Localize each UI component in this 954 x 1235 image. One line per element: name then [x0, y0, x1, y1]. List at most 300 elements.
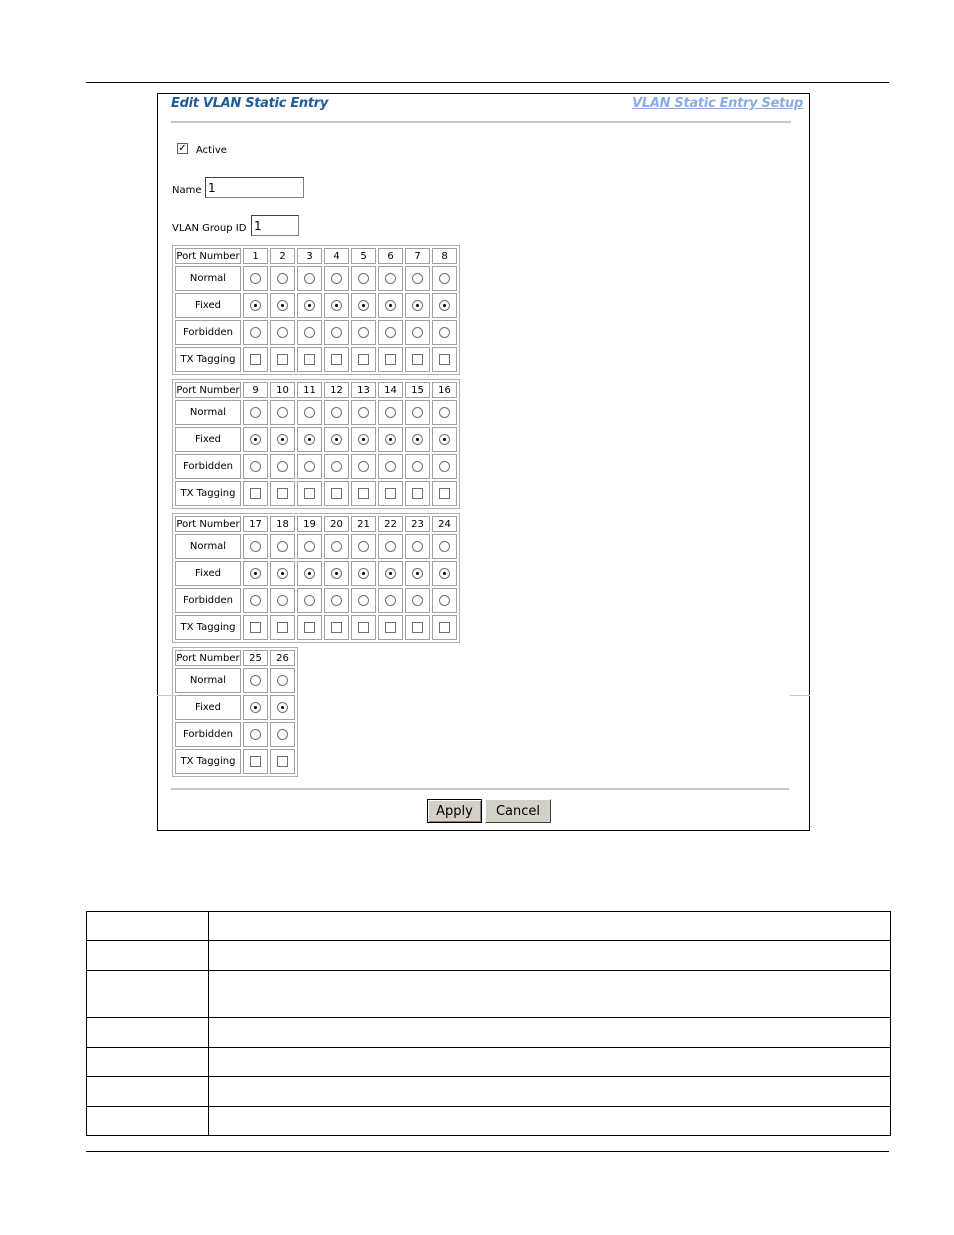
fixed-cell-11 [297, 427, 322, 452]
row-label-tx-tagging: TX Tagging [175, 749, 241, 774]
port-number-21: 21 [351, 516, 376, 532]
row-label-fixed: Fixed [175, 427, 241, 452]
forbidden-radio-1[interactable] [250, 327, 261, 338]
normal-radio-24[interactable] [439, 541, 450, 552]
tx-tagging-checkbox-4[interactable] [331, 354, 342, 365]
port-number-9: 9 [243, 382, 268, 398]
port-row-forbidden [175, 320, 457, 345]
port-row-fixed [175, 695, 295, 720]
normal-radio-8[interactable] [439, 273, 450, 284]
desc-row [87, 971, 891, 1018]
forbidden-radio-11[interactable] [304, 461, 315, 472]
desc-text-cell [209, 941, 891, 971]
fixed-cell-12 [324, 427, 349, 452]
fixed-cell-8 [432, 293, 457, 318]
port-number-11: 11 [297, 382, 322, 398]
tx-tagging-cell-17 [243, 615, 268, 640]
port-table-4 [172, 647, 298, 777]
tx-tagging-checkbox-18[interactable] [277, 622, 288, 633]
normal-cell-26 [270, 668, 295, 693]
port-table-3 [172, 513, 460, 643]
forbidden-radio-18[interactable] [277, 595, 288, 606]
tx-tagging-checkbox-14[interactable] [385, 488, 396, 499]
right-edge-mark [790, 695, 810, 696]
row-label-port-number: Port Number [175, 382, 241, 398]
fixed-radio-18[interactable] [277, 568, 288, 579]
tx-tagging-checkbox-2[interactable] [277, 354, 288, 365]
port-number-18: 18 [270, 516, 295, 532]
forbidden-cell-17 [243, 588, 268, 613]
port-row-port-number [175, 516, 457, 532]
port-number-22: 22 [378, 516, 403, 532]
forbidden-radio-24[interactable] [439, 595, 450, 606]
tx-tagging-checkbox-6[interactable] [385, 354, 396, 365]
forbidden-cell-11 [297, 454, 322, 479]
forbidden-cell-5 [351, 320, 376, 345]
left-edge-mark [157, 695, 177, 696]
normal-radio-4[interactable] [331, 273, 342, 284]
tx-tagging-checkbox-20[interactable] [331, 622, 342, 633]
tx-tagging-checkbox-1[interactable] [250, 354, 261, 365]
active-checkbox[interactable] [177, 143, 188, 154]
forbidden-cell-7 [405, 320, 430, 345]
fixed-radio-6[interactable] [385, 300, 396, 311]
desc-label-cell [87, 912, 209, 941]
forbidden-cell-14 [378, 454, 403, 479]
tx-tagging-cell-21 [351, 615, 376, 640]
normal-radio-17[interactable] [250, 541, 261, 552]
row-label-forbidden: Forbidden [175, 320, 241, 345]
forbidden-cell-10 [270, 454, 295, 479]
desc-row [87, 1077, 891, 1107]
normal-radio-11[interactable] [304, 407, 315, 418]
normal-cell-9 [243, 400, 268, 425]
desc-label-cell [87, 1077, 209, 1107]
description-table [86, 911, 891, 1136]
fixed-radio-21[interactable] [358, 568, 369, 579]
forbidden-cell-9 [243, 454, 268, 479]
fixed-radio-1[interactable] [250, 300, 261, 311]
port-number-13: 13 [351, 382, 376, 398]
forbidden-cell-25 [243, 722, 268, 747]
row-label-tx-tagging: TX Tagging [175, 481, 241, 506]
fixed-radio-23[interactable] [412, 568, 423, 579]
tx-tagging-checkbox-13[interactable] [358, 488, 369, 499]
port-number-26: 26 [270, 650, 295, 666]
normal-radio-12[interactable] [331, 407, 342, 418]
desc-text-cell [209, 912, 891, 941]
normal-cell-25 [243, 668, 268, 693]
forbidden-cell-2 [270, 320, 295, 345]
port-row-forbidden [175, 722, 295, 747]
forbidden-cell-22 [378, 588, 403, 613]
fixed-cell-21 [351, 561, 376, 586]
tx-tagging-cell-4 [324, 347, 349, 372]
fixed-radio-26[interactable] [277, 702, 288, 713]
port-row-forbidden [175, 454, 457, 479]
port-number-6: 6 [378, 248, 403, 264]
port-row-normal [175, 534, 457, 559]
fixed-radio-3[interactable] [304, 300, 315, 311]
fixed-radio-11[interactable] [304, 434, 315, 445]
tx-tagging-checkbox-3[interactable] [304, 354, 315, 365]
fixed-radio-16[interactable] [439, 434, 450, 445]
normal-radio-13[interactable] [358, 407, 369, 418]
fixed-cell-20 [324, 561, 349, 586]
row-label-forbidden: Forbidden [175, 722, 241, 747]
tx-tagging-cell-6 [378, 347, 403, 372]
forbidden-cell-4 [324, 320, 349, 345]
tx-tagging-checkbox-15[interactable] [412, 488, 423, 499]
port-row-normal [175, 400, 457, 425]
vlan-group-id-input[interactable] [251, 215, 299, 236]
tx-tagging-checkbox-5[interactable] [358, 354, 369, 365]
port-number-5: 5 [351, 248, 376, 264]
desc-row [87, 1018, 891, 1048]
port-number-20: 20 [324, 516, 349, 532]
normal-cell-17 [243, 534, 268, 559]
forbidden-radio-7[interactable] [412, 327, 423, 338]
normal-cell-13 [351, 400, 376, 425]
normal-radio-5[interactable] [358, 273, 369, 284]
normal-cell-23 [405, 534, 430, 559]
desc-label-cell [87, 1048, 209, 1077]
forbidden-cell-21 [351, 588, 376, 613]
normal-cell-16 [432, 400, 457, 425]
normal-cell-10 [270, 400, 295, 425]
fixed-radio-20[interactable] [331, 568, 342, 579]
desc-text-cell [209, 1107, 891, 1136]
forbidden-cell-20 [324, 588, 349, 613]
desc-text-cell [209, 1018, 891, 1048]
normal-cell-4 [324, 266, 349, 291]
fixed-cell-6 [378, 293, 403, 318]
fixed-cell-15 [405, 427, 430, 452]
forbidden-radio-9[interactable] [250, 461, 261, 472]
fixed-cell-1 [243, 293, 268, 318]
fixed-radio-17[interactable] [250, 568, 261, 579]
fixed-radio-25[interactable] [250, 702, 261, 713]
port-number-25: 25 [243, 650, 268, 666]
fixed-cell-25 [243, 695, 268, 720]
tx-tagging-cell-16 [432, 481, 457, 506]
normal-radio-23[interactable] [412, 541, 423, 552]
forbidden-radio-14[interactable] [385, 461, 396, 472]
forbidden-cell-13 [351, 454, 376, 479]
tx-tagging-checkbox-23[interactable] [412, 622, 423, 633]
fixed-radio-10[interactable] [277, 434, 288, 445]
normal-radio-10[interactable] [277, 407, 288, 418]
port-row-fixed [175, 293, 457, 318]
fixed-cell-18 [270, 561, 295, 586]
fixed-cell-9 [243, 427, 268, 452]
port-number-4: 4 [324, 248, 349, 264]
port-row-normal [175, 668, 295, 693]
normal-cell-8 [432, 266, 457, 291]
tx-tagging-checkbox-8[interactable] [439, 354, 450, 365]
fixed-radio-9[interactable] [250, 434, 261, 445]
vlan-group-id-label: VLAN Group ID [172, 223, 247, 234]
row-label-tx-tagging: TX Tagging [175, 615, 241, 640]
normal-cell-21 [351, 534, 376, 559]
cancel-button[interactable]: Cancel [485, 799, 551, 823]
forbidden-cell-18 [270, 588, 295, 613]
tx-tagging-checkbox-26[interactable] [277, 756, 288, 767]
port-table-1 [172, 245, 460, 375]
normal-radio-3[interactable] [304, 273, 315, 284]
row-label-fixed: Fixed [175, 695, 241, 720]
fixed-radio-15[interactable] [412, 434, 423, 445]
port-number-15: 15 [405, 382, 430, 398]
desc-row [87, 941, 891, 971]
forbidden-radio-5[interactable] [358, 327, 369, 338]
fixed-radio-7[interactable] [412, 300, 423, 311]
fixed-cell-4 [324, 293, 349, 318]
forbidden-radio-13[interactable] [358, 461, 369, 472]
forbidden-cell-26 [270, 722, 295, 747]
active-label: Active [196, 145, 227, 156]
normal-radio-26[interactable] [277, 675, 288, 686]
forbidden-radio-22[interactable] [385, 595, 396, 606]
normal-cell-7 [405, 266, 430, 291]
desc-label-cell [87, 971, 209, 1018]
normal-radio-6[interactable] [385, 273, 396, 284]
port-number-17: 17 [243, 516, 268, 532]
normal-cell-3 [297, 266, 322, 291]
fixed-radio-19[interactable] [304, 568, 315, 579]
forbidden-radio-20[interactable] [331, 595, 342, 606]
desc-text-cell [209, 971, 891, 1018]
row-label-port-number: Port Number [175, 248, 241, 264]
tx-tagging-checkbox-16[interactable] [439, 488, 450, 499]
forbidden-cell-15 [405, 454, 430, 479]
row-label-normal: Normal [175, 534, 241, 559]
forbidden-cell-24 [432, 588, 457, 613]
bottom-rule [86, 1151, 889, 1152]
page-title: Edit VLAN Static Entry [171, 96, 329, 111]
port-row-fixed [175, 427, 457, 452]
normal-radio-19[interactable] [304, 541, 315, 552]
row-label-forbidden: Forbidden [175, 454, 241, 479]
forbidden-radio-6[interactable] [385, 327, 396, 338]
tx-tagging-cell-25 [243, 749, 268, 774]
forbidden-cell-3 [297, 320, 322, 345]
normal-cell-22 [378, 534, 403, 559]
apply-button[interactable]: Apply [427, 799, 482, 823]
fixed-cell-16 [432, 427, 457, 452]
port-number-10: 10 [270, 382, 295, 398]
title-separator [171, 121, 791, 123]
normal-radio-20[interactable] [331, 541, 342, 552]
tx-tagging-checkbox-10[interactable] [277, 488, 288, 499]
fixed-radio-22[interactable] [385, 568, 396, 579]
port-number-8: 8 [432, 248, 457, 264]
row-label-port-number: Port Number [175, 516, 241, 532]
tx-tagging-checkbox-21[interactable] [358, 622, 369, 633]
tx-tagging-checkbox-19[interactable] [304, 622, 315, 633]
desc-label-cell [87, 1107, 209, 1136]
normal-cell-12 [324, 400, 349, 425]
port-number-16: 16 [432, 382, 457, 398]
forbidden-radio-26[interactable] [277, 729, 288, 740]
fixed-radio-14[interactable] [385, 434, 396, 445]
tx-tagging-checkbox-11[interactable] [304, 488, 315, 499]
port-row-tx-tagging [175, 749, 295, 774]
forbidden-cell-19 [297, 588, 322, 613]
normal-radio-14[interactable] [385, 407, 396, 418]
fixed-radio-2[interactable] [277, 300, 288, 311]
tx-tagging-cell-23 [405, 615, 430, 640]
tx-tagging-cell-19 [297, 615, 322, 640]
tx-tagging-cell-2 [270, 347, 295, 372]
row-label-normal: Normal [175, 266, 241, 291]
forbidden-radio-8[interactable] [439, 327, 450, 338]
tx-tagging-cell-26 [270, 749, 295, 774]
port-row-port-number [175, 650, 295, 666]
forbidden-radio-4[interactable] [331, 327, 342, 338]
forbidden-cell-8 [432, 320, 457, 345]
fixed-radio-24[interactable] [439, 568, 450, 579]
forbidden-cell-23 [405, 588, 430, 613]
forbidden-radio-21[interactable] [358, 595, 369, 606]
normal-radio-7[interactable] [412, 273, 423, 284]
tx-tagging-checkbox-7[interactable] [412, 354, 423, 365]
vlan-static-entry-setup-link[interactable]: VLAN Static Entry Setup [632, 96, 803, 111]
normal-cell-6 [378, 266, 403, 291]
normal-cell-15 [405, 400, 430, 425]
normal-radio-2[interactable] [277, 273, 288, 284]
normal-radio-22[interactable] [385, 541, 396, 552]
forbidden-radio-23[interactable] [412, 595, 423, 606]
forbidden-cell-1 [243, 320, 268, 345]
row-label-port-number: Port Number [175, 650, 241, 666]
tx-tagging-cell-20 [324, 615, 349, 640]
fixed-cell-10 [270, 427, 295, 452]
edit-vlan-panel [157, 93, 810, 831]
port-row-tx-tagging [175, 481, 457, 506]
tx-tagging-cell-3 [297, 347, 322, 372]
desc-row [87, 1048, 891, 1077]
forbidden-radio-25[interactable] [250, 729, 261, 740]
tx-tagging-checkbox-25[interactable] [250, 756, 261, 767]
normal-cell-11 [297, 400, 322, 425]
desc-row [87, 912, 891, 941]
port-number-14: 14 [378, 382, 403, 398]
tx-tagging-cell-24 [432, 615, 457, 640]
normal-radio-15[interactable] [412, 407, 423, 418]
forbidden-cell-12 [324, 454, 349, 479]
normal-cell-14 [378, 400, 403, 425]
desc-label-cell [87, 941, 209, 971]
desc-label-cell [87, 1018, 209, 1048]
port-number-24: 24 [432, 516, 457, 532]
row-label-forbidden: Forbidden [175, 588, 241, 613]
fixed-radio-13[interactable] [358, 434, 369, 445]
fixed-radio-12[interactable] [331, 434, 342, 445]
normal-radio-1[interactable] [250, 273, 261, 284]
forbidden-cell-6 [378, 320, 403, 345]
tx-tagging-cell-5 [351, 347, 376, 372]
port-row-forbidden [175, 588, 457, 613]
tx-tagging-cell-18 [270, 615, 295, 640]
fixed-cell-19 [297, 561, 322, 586]
fixed-cell-24 [432, 561, 457, 586]
fixed-cell-7 [405, 293, 430, 318]
row-label-normal: Normal [175, 668, 241, 693]
fixed-cell-26 [270, 695, 295, 720]
fixed-radio-8[interactable] [439, 300, 450, 311]
desc-row [87, 1107, 891, 1136]
port-number-23: 23 [405, 516, 430, 532]
tx-tagging-cell-7 [405, 347, 430, 372]
normal-radio-9[interactable] [250, 407, 261, 418]
row-label-normal: Normal [175, 400, 241, 425]
name-label: Name [172, 185, 202, 196]
forbidden-radio-19[interactable] [304, 595, 315, 606]
fixed-radio-5[interactable] [358, 300, 369, 311]
forbidden-radio-16[interactable] [439, 461, 450, 472]
forbidden-radio-2[interactable] [277, 327, 288, 338]
normal-cell-5 [351, 266, 376, 291]
fixed-radio-4[interactable] [331, 300, 342, 311]
port-row-tx-tagging [175, 347, 457, 372]
row-label-fixed: Fixed [175, 293, 241, 318]
normal-cell-24 [432, 534, 457, 559]
normal-cell-2 [270, 266, 295, 291]
port-number-3: 3 [297, 248, 322, 264]
tx-tagging-cell-14 [378, 481, 403, 506]
fixed-cell-2 [270, 293, 295, 318]
normal-radio-16[interactable] [439, 407, 450, 418]
tx-tagging-cell-11 [297, 481, 322, 506]
normal-radio-21[interactable] [358, 541, 369, 552]
desc-text-cell [209, 1048, 891, 1077]
forbidden-cell-16 [432, 454, 457, 479]
tx-tagging-cell-9 [243, 481, 268, 506]
normal-radio-25[interactable] [250, 675, 261, 686]
forbidden-radio-15[interactable] [412, 461, 423, 472]
forbidden-radio-17[interactable] [250, 595, 261, 606]
tx-tagging-cell-15 [405, 481, 430, 506]
footer-separator [171, 788, 789, 790]
forbidden-radio-12[interactable] [331, 461, 342, 472]
forbidden-radio-10[interactable] [277, 461, 288, 472]
desc-text-cell [209, 1077, 891, 1107]
normal-cell-19 [297, 534, 322, 559]
name-input[interactable] [205, 177, 304, 198]
port-row-tx-tagging [175, 615, 457, 640]
tx-tagging-cell-12 [324, 481, 349, 506]
normal-radio-18[interactable] [277, 541, 288, 552]
tx-tagging-checkbox-17[interactable] [250, 622, 261, 633]
forbidden-radio-3[interactable] [304, 327, 315, 338]
port-row-port-number [175, 382, 457, 398]
tx-tagging-checkbox-9[interactable] [250, 488, 261, 499]
fixed-cell-17 [243, 561, 268, 586]
tx-tagging-checkbox-22[interactable] [385, 622, 396, 633]
tx-tagging-checkbox-12[interactable] [331, 488, 342, 499]
fixed-cell-23 [405, 561, 430, 586]
port-row-port-number [175, 248, 457, 264]
row-label-tx-tagging: TX Tagging [175, 347, 241, 372]
tx-tagging-cell-10 [270, 481, 295, 506]
normal-cell-18 [270, 534, 295, 559]
fixed-cell-3 [297, 293, 322, 318]
tx-tagging-checkbox-24[interactable] [439, 622, 450, 633]
port-number-2: 2 [270, 248, 295, 264]
fixed-cell-14 [378, 427, 403, 452]
port-row-normal [175, 266, 457, 291]
